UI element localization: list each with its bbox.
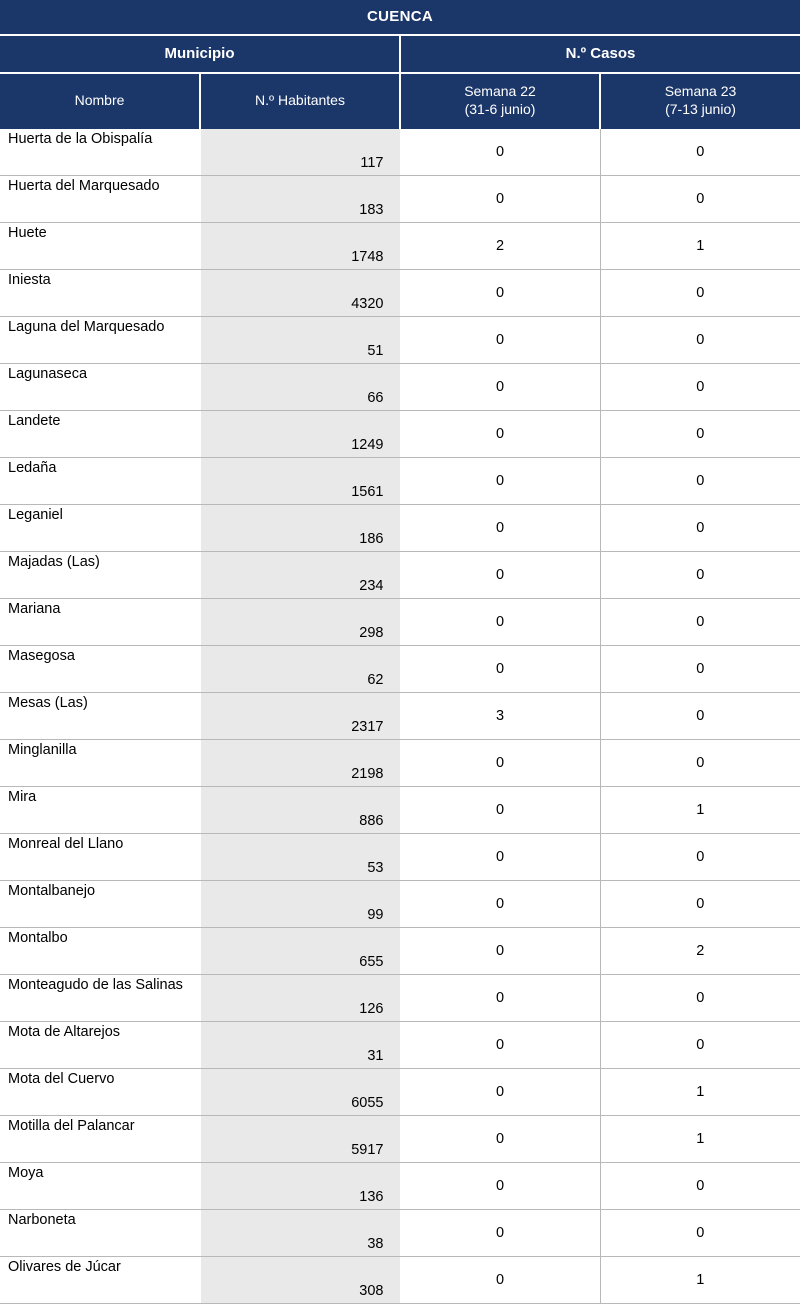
cell-municipio-nombre: Mira	[0, 787, 200, 834]
cell-casos-semana22: 0	[400, 599, 600, 646]
cell-habitantes: 66	[200, 364, 400, 411]
cell-casos-semana22: 0	[400, 1163, 600, 1210]
table-row	[0, 1257, 800, 1304]
cell-habitantes: 886	[200, 787, 400, 834]
cell-habitantes: 1249	[200, 411, 400, 458]
table-row	[0, 364, 800, 411]
cell-casos-semana23: 0	[600, 1163, 800, 1210]
cell-habitantes: 126	[200, 975, 400, 1022]
table-title-row	[0, 0, 800, 35]
cell-habitantes: 99	[200, 881, 400, 928]
cell-casos-semana23: 0	[600, 552, 800, 599]
cell-habitantes: 1748	[200, 223, 400, 270]
cell-municipio-nombre: Leganiel	[0, 505, 200, 552]
table-row	[0, 223, 800, 270]
cell-municipio-nombre: Minglanilla	[0, 740, 200, 787]
cell-casos-semana23: 0	[600, 1022, 800, 1069]
cell-casos-semana22: 0	[400, 176, 600, 223]
cell-casos-semana22: 0	[400, 1116, 600, 1163]
cell-casos-semana23: 0	[600, 364, 800, 411]
cell-municipio-nombre: Olivares de Júcar	[0, 1257, 200, 1304]
cell-habitantes: 186	[200, 505, 400, 552]
column-header-habitantes: N.º Habitantes	[200, 73, 400, 129]
table-row	[0, 834, 800, 881]
table-row	[0, 1210, 800, 1257]
cell-habitantes: 2317	[200, 693, 400, 740]
column-header-nombre: Nombre	[0, 73, 200, 129]
cell-municipio-nombre: Monteagudo de las Salinas	[0, 975, 200, 1022]
table-row	[0, 599, 800, 646]
cell-casos-semana23: 0	[600, 176, 800, 223]
semana23-dates: (7-13 junio)	[665, 100, 736, 117]
semana23-label: Semana 23	[664, 83, 737, 99]
semana22-dates: (31-6 junio)	[464, 100, 536, 117]
cell-casos-semana23: 1	[600, 787, 800, 834]
table-row	[0, 176, 800, 223]
cell-municipio-nombre: Mota de Altarejos	[0, 1022, 200, 1069]
cell-habitantes: 51	[200, 317, 400, 364]
cell-habitantes: 62	[200, 646, 400, 693]
cell-casos-semana23: 0	[600, 129, 800, 176]
cell-municipio-nombre: Majadas (Las)	[0, 552, 200, 599]
cell-casos-semana22: 0	[400, 458, 600, 505]
cell-municipio-nombre: Mesas (Las)	[0, 693, 200, 740]
cell-municipio-nombre: Monreal del Llano	[0, 834, 200, 881]
cell-casos-semana23: 1	[600, 223, 800, 270]
cell-municipio-nombre: Masegosa	[0, 646, 200, 693]
cell-casos-semana22: 0	[400, 834, 600, 881]
table-row	[0, 1163, 800, 1210]
table-row	[0, 787, 800, 834]
cell-casos-semana22: 0	[400, 270, 600, 317]
cell-casos-semana22: 0	[400, 1069, 600, 1116]
cell-casos-semana23: 0	[600, 270, 800, 317]
cell-casos-semana22: 0	[400, 1022, 600, 1069]
cell-municipio-nombre: Laguna del Marquesado	[0, 317, 200, 364]
cell-municipio-nombre: Ledaña	[0, 458, 200, 505]
cell-casos-semana23: 0	[600, 599, 800, 646]
table-row	[0, 505, 800, 552]
table-row	[0, 1022, 800, 1069]
cell-casos-semana23: 0	[600, 505, 800, 552]
table-body	[0, 129, 800, 1304]
table-row	[0, 881, 800, 928]
cell-habitantes: 655	[200, 928, 400, 975]
table-title: CUENCA	[0, 0, 800, 35]
table-row	[0, 928, 800, 975]
cell-municipio-nombre: Iniesta	[0, 270, 200, 317]
cell-casos-semana22: 0	[400, 740, 600, 787]
cell-habitantes: 2198	[200, 740, 400, 787]
cell-municipio-nombre: Mota del Cuervo	[0, 1069, 200, 1116]
table-row	[0, 646, 800, 693]
cell-casos-semana22: 0	[400, 317, 600, 364]
table-row	[0, 740, 800, 787]
cell-casos-semana23: 0	[600, 458, 800, 505]
cell-casos-semana23: 0	[600, 411, 800, 458]
cell-habitantes: 6055	[200, 1069, 400, 1116]
group-header-casos: N.º Casos	[400, 35, 800, 73]
cell-casos-semana23: 0	[600, 1210, 800, 1257]
cell-casos-semana22: 0	[400, 552, 600, 599]
table-row	[0, 693, 800, 740]
cell-casos-semana22: 0	[400, 411, 600, 458]
table-row	[0, 458, 800, 505]
cell-casos-semana23: 0	[600, 975, 800, 1022]
table-row	[0, 270, 800, 317]
table-row	[0, 552, 800, 599]
cell-municipio-nombre: Landete	[0, 411, 200, 458]
cell-municipio-nombre: Montalbanejo	[0, 881, 200, 928]
cell-municipio-nombre: Lagunaseca	[0, 364, 200, 411]
cell-habitantes: 234	[200, 552, 400, 599]
column-header-semana22	[400, 73, 600, 129]
column-header-semana23	[600, 73, 800, 129]
cell-habitantes: 1561	[200, 458, 400, 505]
cell-casos-semana23: 1	[600, 1116, 800, 1163]
cell-habitantes: 31	[200, 1022, 400, 1069]
cell-casos-semana22: 0	[400, 1210, 600, 1257]
cell-casos-semana22: 0	[400, 1257, 600, 1304]
cell-habitantes: 298	[200, 599, 400, 646]
cell-casos-semana23: 0	[600, 317, 800, 364]
cell-casos-semana22: 0	[400, 505, 600, 552]
cell-municipio-nombre: Huerta de la Obispalía	[0, 129, 200, 176]
cell-casos-semana23: 0	[600, 693, 800, 740]
table-row	[0, 411, 800, 458]
cell-municipio-nombre: Narboneta	[0, 1210, 200, 1257]
cell-casos-semana23: 1	[600, 1069, 800, 1116]
cell-municipio-nombre: Huete	[0, 223, 200, 270]
table-row	[0, 1116, 800, 1163]
cell-casos-semana22: 3	[400, 693, 600, 740]
cell-municipio-nombre: Montalbo	[0, 928, 200, 975]
cell-habitantes: 5917	[200, 1116, 400, 1163]
cell-casos-semana22: 0	[400, 928, 600, 975]
table-row	[0, 317, 800, 364]
cell-habitantes: 4320	[200, 270, 400, 317]
cell-casos-semana23: 0	[600, 881, 800, 928]
cell-habitantes: 183	[200, 176, 400, 223]
cell-casos-semana23: 0	[600, 834, 800, 881]
cell-habitantes: 38	[200, 1210, 400, 1257]
semana22-label: Semana 22	[464, 83, 536, 99]
group-header-row	[0, 35, 800, 73]
cell-municipio-nombre: Motilla del Palancar	[0, 1116, 200, 1163]
cell-casos-semana23: 1	[600, 1257, 800, 1304]
column-header-row	[0, 73, 800, 129]
cell-casos-semana23: 0	[600, 646, 800, 693]
table-row	[0, 129, 800, 176]
cell-municipio-nombre: Moya	[0, 1163, 200, 1210]
cell-casos-semana22: 0	[400, 646, 600, 693]
cell-casos-semana22: 0	[400, 129, 600, 176]
cell-casos-semana22: 0	[400, 975, 600, 1022]
cell-casos-semana22: 0	[400, 787, 600, 834]
cell-casos-semana22: 2	[400, 223, 600, 270]
table-row	[0, 1069, 800, 1116]
table-row	[0, 975, 800, 1022]
cell-casos-semana23: 0	[600, 740, 800, 787]
cell-casos-semana23: 2	[600, 928, 800, 975]
cell-casos-semana22: 0	[400, 364, 600, 411]
cell-habitantes: 136	[200, 1163, 400, 1210]
cell-habitantes: 308	[200, 1257, 400, 1304]
group-header-municipio: Municipio	[0, 35, 400, 73]
cell-municipio-nombre: Huerta del Marquesado	[0, 176, 200, 223]
table-header	[0, 0, 800, 129]
cell-casos-semana22: 0	[400, 881, 600, 928]
cell-habitantes: 117	[200, 129, 400, 176]
cell-municipio-nombre: Mariana	[0, 599, 200, 646]
cell-habitantes: 53	[200, 834, 400, 881]
